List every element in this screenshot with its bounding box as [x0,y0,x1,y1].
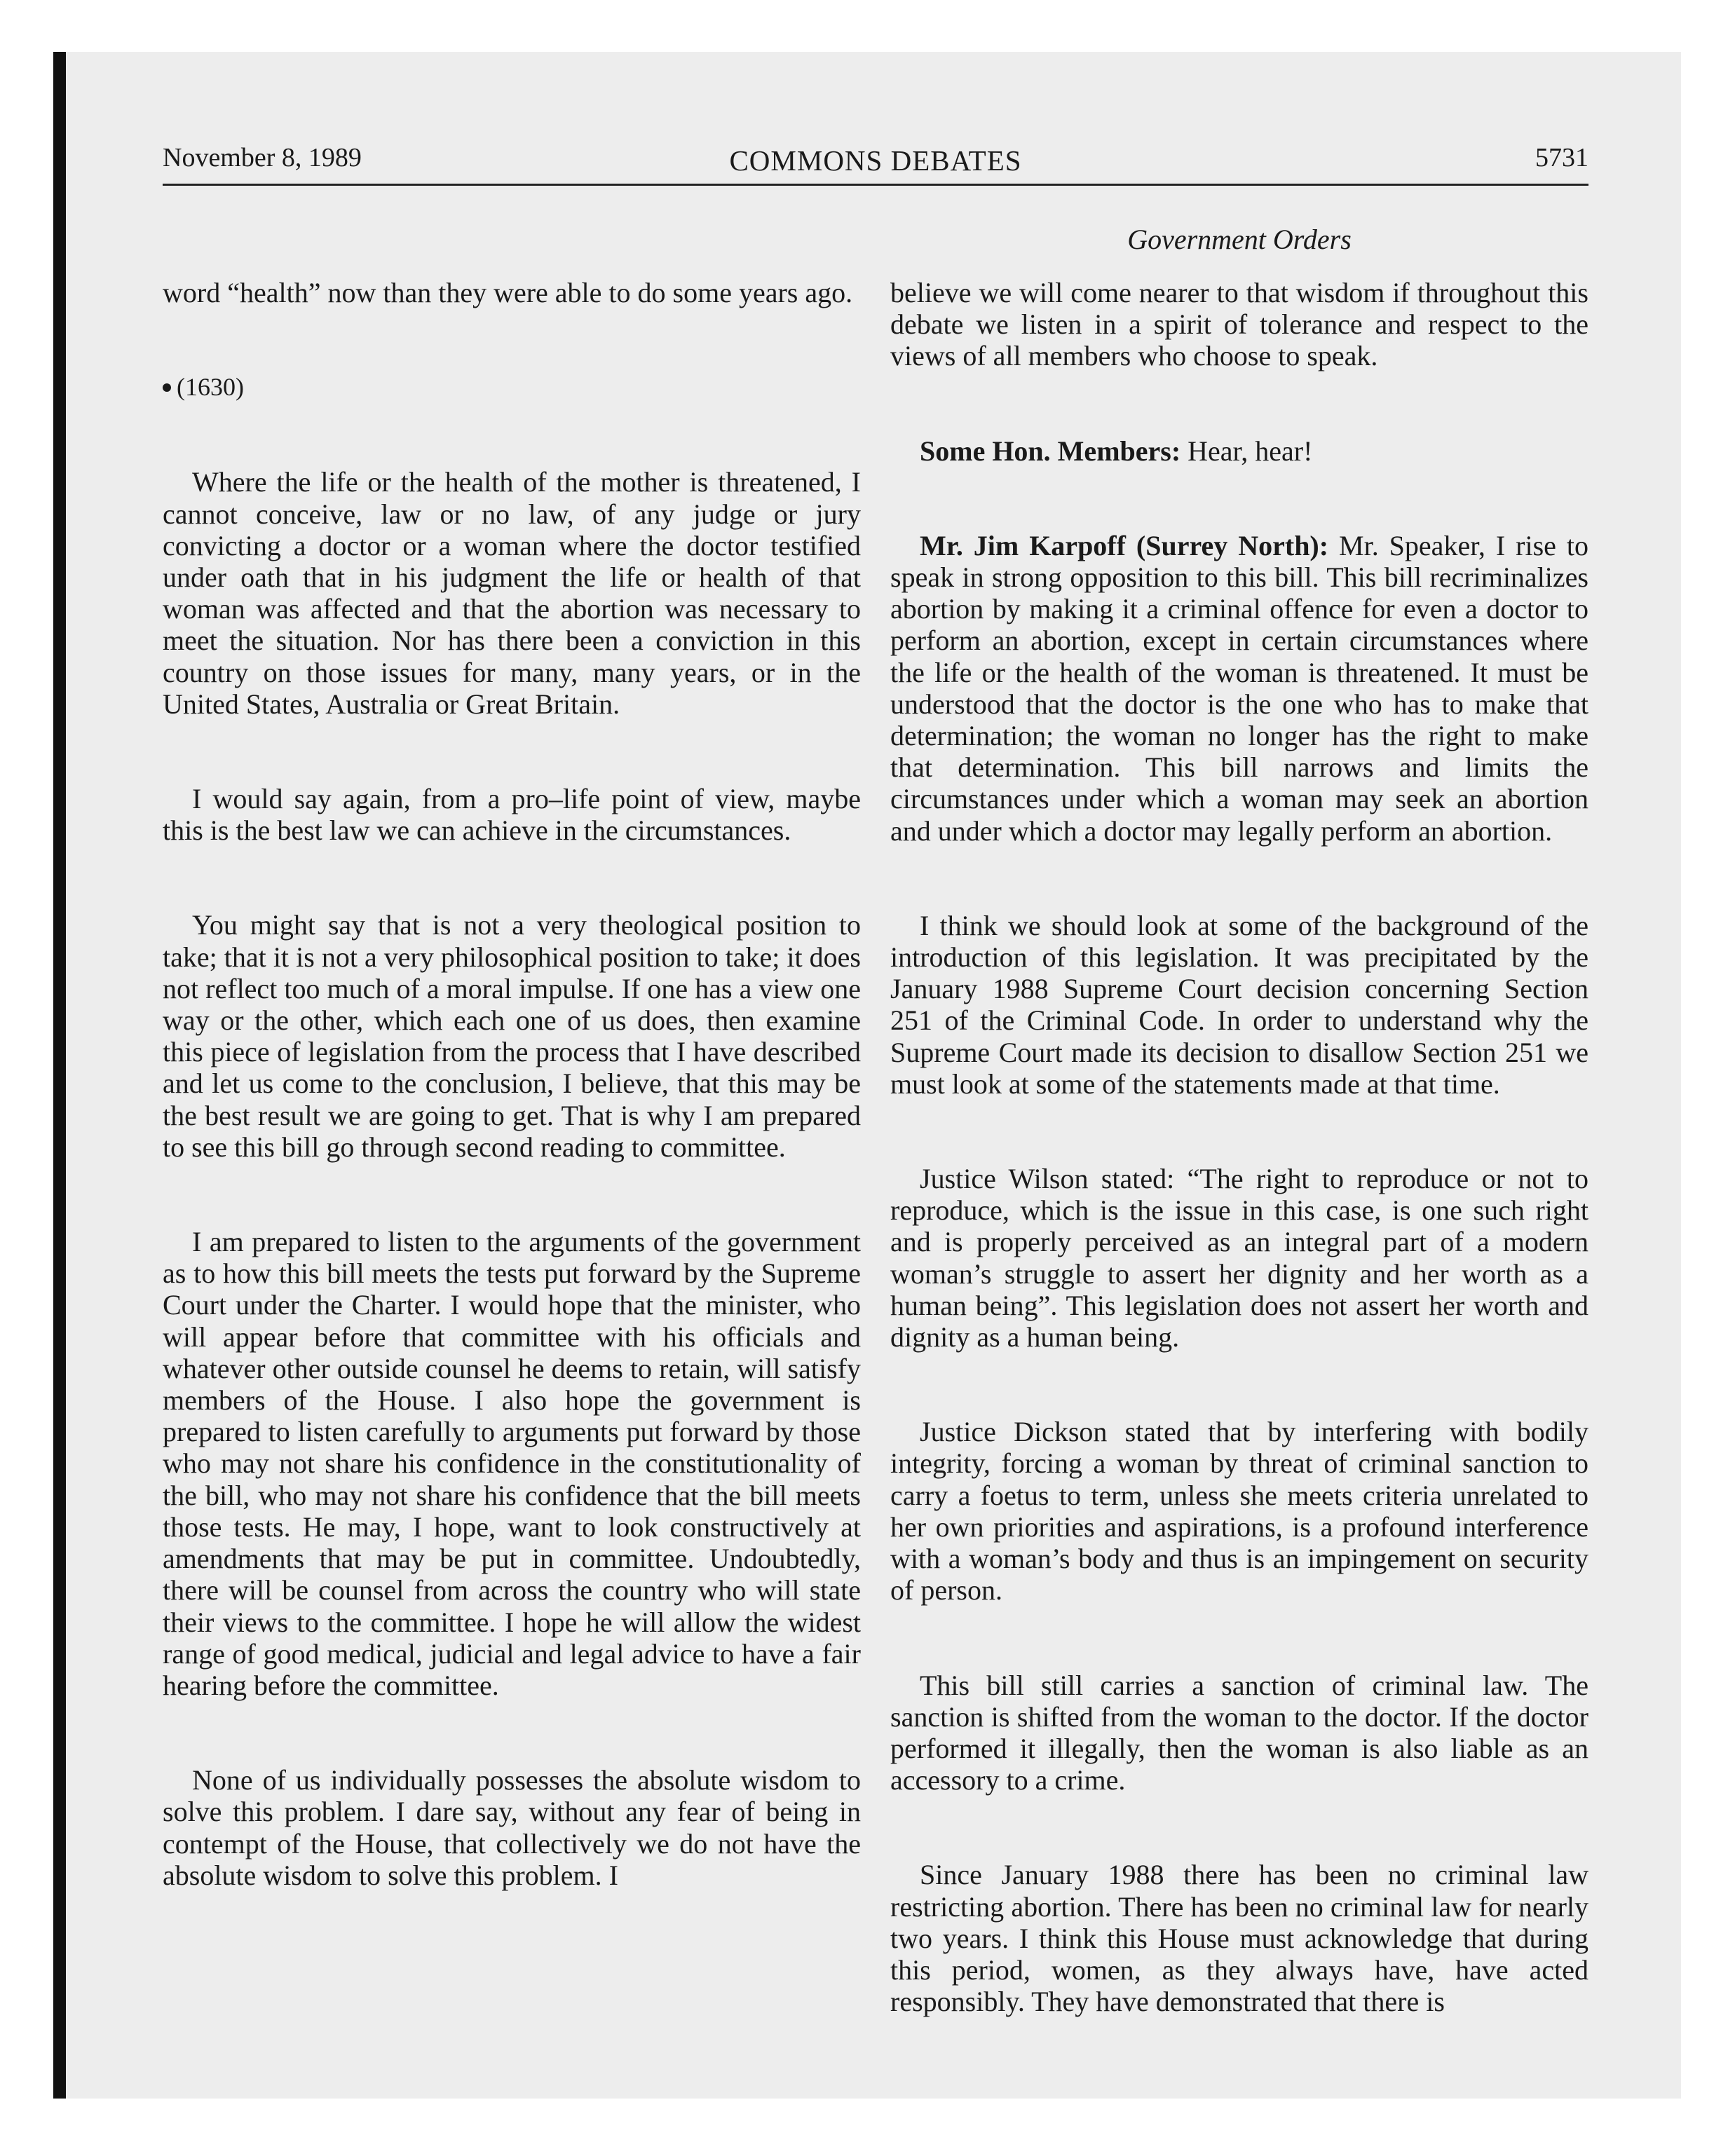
paragraph: I am prepared to listen to the arguments of the government as to how this bill meets the tests put forward by the Supreme Court under the Charter. I would hope that the minister, who will appear before that committee with his officials and whatever other outside counsel he deems to retain, will satisfy members of the House. I also hope the government is prepared to listen carefully to arguments put forward by those who may not share his confidence in the constitutionality of the bill, who may not share his confidence that the bill meets those tests. He may, I hope, want to look constructively at amendments that may be put in committee. Undoubtedly, there will be counsel from across the country who will state their views to the committee. I hope he will allow the widest range of good medical, judicial and legal advice to have a fair hearing before the committee. [163,1226,861,1701]
paragraph: Justice Wilson stated: “The right to reproduce or not to reproduce, which is the issue in this case, is one such right and is properly perceived as an integral part of a modern woman’s struggle to assert her dignity and her worth as a human being”. This legislation does not assert her worth and dignity as a human being. [890,1163,1588,1353]
running-header [163,142,1588,184]
bullet-icon [163,383,171,392]
speech [890,530,1588,847]
paragraph: I think we should look at some of the background of the introduction of this legislation. It was precipitated by the January 1988 Supreme Court decision concerning Section 251 of the Criminal Code. In order to understand why the Supreme Court made its decision to disallow Section 251 we must look at some of the statements made at that time. [890,909,1588,1100]
paragraph: None of us individually possesses the absolute wisdom to solve this problem. I dare say, without any fear of being in contempt of the House, that collectively we do not have the absolute wisdom to solve this problem. I [163,1764,861,1891]
header-publication: COMMONS DEBATES [729,144,1022,177]
speaker-name: Mr. Jim Karpoff (Surrey North): [920,529,1329,561]
paragraph: You might say that is not a very theological position to take; that it is not a very philosophical position to take; it does not reflect too much of a moral impulse. If one has a view one way or the other, which each one of us does, then examine this piece of legislation from the process that I have described and let us come to the conclusion, I believe, that this may be the best result we are going to get. That is why I am prepared to see this bill go through second reading to committee. [163,909,861,1163]
speaker-name: Some Hon. Members: [920,435,1181,467]
header-rule [163,184,1588,186]
time-marker [163,371,861,403]
right-column [890,277,1588,2080]
section-label: Government Orders [1127,224,1352,255]
paragraph: Where the life or the health of the mother is threatened, I cannot conceive, law or no law, of any judge or jury convicting a doctor or a woman where the doctor testified under oath that in his judgment the life or health of that woman was affected and that the abortion was necessary to meet the situation. Nor has there been a conviction in this country on those issues for many, many years, or in the United States, Australia or Great Britain. [163,466,861,720]
paragraph: believe we will come nearer to that wisdom if throughout this debate we listen in a spirit of tolerance and respect to the views of all members who choose to speak. [890,277,1588,372]
speech-text: Mr. Speaker, I rise to speak in strong opposition to this bill. This bill recriminalizes abortion by making it a criminal offence for even a doctor to perform an abortion, except in certain circumstances where the life or the health of the woman is threatened. It must be understood that the doctor is the one who has to make that determination; the woman no longer has the right to make that determination. This bill narrows and limits the circumstances under which a woman may seek an abortion and under which a doctor may legally perform an abortion. [890,529,1588,847]
time-marker-text: (1630) [177,373,244,402]
left-column [163,277,861,1954]
paragraph: word “health” now than they were able to do some years ago. [163,277,853,308]
speech-text: Hear, hear! [1181,435,1313,467]
paragraph: This bill still carries a sanction of criminal law. The sanction is shifted from the woman to the doctor. If the doctor performed it illegally, then the woman is also liable as an accessory to a crime. [890,1669,1588,1796]
paragraph: Justice Dickson stated that by interfering with bodily integrity, forcing a woman by threat of criminal sanction to carry a foetus to term, unless she meets criteria unrelated to her own priorities and aspirations, is a profound interference with a woman’s body and thus is an impingement on security of person. [890,1416,1588,1606]
header-date: November 8, 1989 [163,143,362,172]
header-page-number: 5731 [1535,143,1588,172]
paragraph: Since January 1988 there has been no criminal law restricting abortion. There has been no criminal law for nearly two years. I think this House must acknowledge that during this period, women, as they always have, have acted responsibly. They have demonstrated that there is [890,1859,1588,2018]
binding-edge [53,52,66,2099]
paragraph: I would say again, from a pro–life point of view, maybe this is the best law we can achieve in the circumstances. [163,783,861,847]
interjection [890,435,1588,467]
